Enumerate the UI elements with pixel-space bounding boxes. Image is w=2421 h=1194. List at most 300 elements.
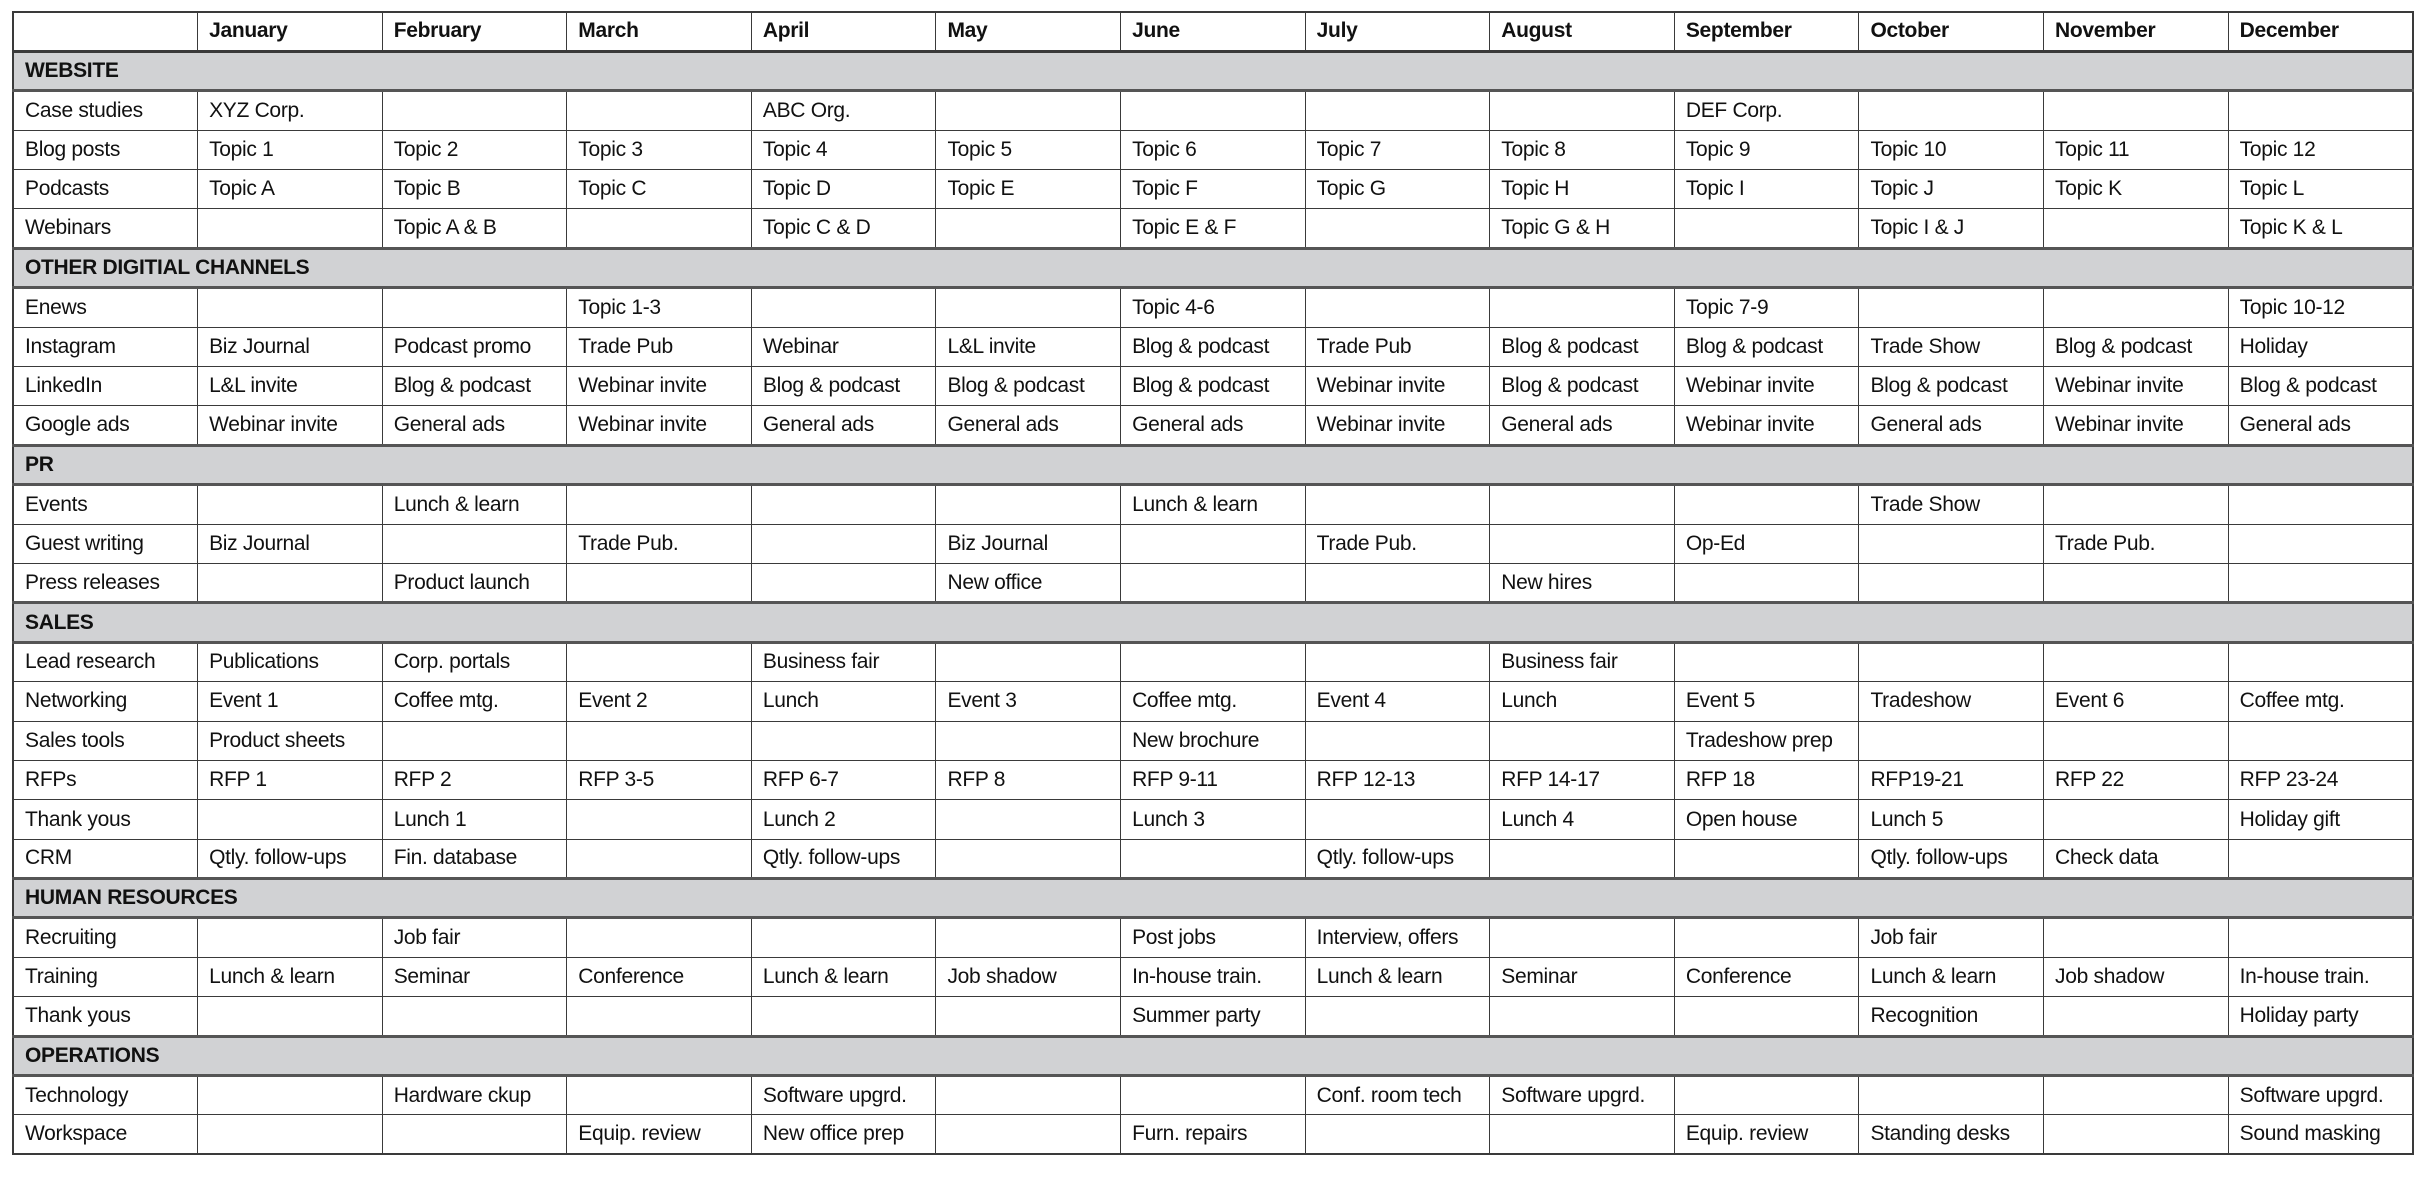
calendar-cell[interactable]: Business fair <box>1490 642 1675 681</box>
calendar-cell[interactable]: Trade Pub <box>1305 327 1490 366</box>
calendar-cell[interactable]: Lunch 2 <box>751 800 936 839</box>
calendar-cell[interactable]: Webinar invite <box>567 406 752 445</box>
calendar-cell[interactable]: Interview, offers <box>1305 918 1490 957</box>
calendar-cell[interactable]: Holiday <box>2228 327 2413 366</box>
table-row <box>13 130 2413 169</box>
calendar-cell[interactable] <box>198 997 383 1036</box>
section-row <box>13 879 2413 918</box>
calendar-cell[interactable] <box>2228 839 2413 878</box>
calendar-cell[interactable] <box>2044 642 2229 681</box>
calendar-cell[interactable]: Blog & podcast <box>1490 367 1675 406</box>
calendar-cell[interactable]: Event 3 <box>936 682 1121 721</box>
row-label: Networking <box>13 682 198 721</box>
calendar-cell[interactable] <box>1490 839 1675 878</box>
header-row <box>13 12 2413 51</box>
calendar-cell[interactable] <box>936 1115 1121 1154</box>
calendar-cell[interactable] <box>1859 563 2044 602</box>
calendar-cell[interactable]: Webinar invite <box>198 406 383 445</box>
calendar-cell[interactable] <box>1305 997 1490 1036</box>
calendar-cell[interactable] <box>2044 721 2229 760</box>
calendar-cell[interactable]: Summer party <box>1121 997 1306 1036</box>
calendar-cell[interactable]: Software upgrd. <box>2228 1076 2413 1115</box>
calendar-cell[interactable]: Tradeshow <box>1859 682 2044 721</box>
calendar-cell[interactable]: RFP 8 <box>936 760 1121 799</box>
calendar-cell[interactable]: Topic E & F <box>1121 209 1306 248</box>
calendar-cell[interactable]: Topic 12 <box>2228 130 2413 169</box>
calendar-cell[interactable]: General ads <box>1859 406 2044 445</box>
calendar-cell[interactable] <box>198 563 383 602</box>
calendar-cell[interactable]: Topic F <box>1121 170 1306 209</box>
calendar-cell[interactable] <box>1305 642 1490 681</box>
calendar-cell[interactable]: Product sheets <box>198 721 383 760</box>
calendar-cell[interactable]: Software upgrd. <box>751 1076 936 1115</box>
calendar-cell[interactable]: Product launch <box>382 563 567 602</box>
calendar-cell[interactable] <box>936 721 1121 760</box>
calendar-cell[interactable] <box>936 918 1121 957</box>
calendar-cell[interactable]: Topic 8 <box>1490 130 1675 169</box>
calendar-cell[interactable] <box>2044 209 2229 248</box>
calendar-cell[interactable] <box>2228 918 2413 957</box>
calendar-cell[interactable]: Topic 1 <box>198 130 383 169</box>
calendar-cell[interactable]: Topic 1-3 <box>567 288 752 327</box>
calendar-cell[interactable] <box>567 485 752 524</box>
calendar-cell[interactable]: Blog & podcast <box>1121 367 1306 406</box>
calendar-cell[interactable]: Seminar <box>1490 957 1675 996</box>
calendar-cell[interactable] <box>1305 800 1490 839</box>
calendar-cell[interactable]: New brochure <box>1121 721 1306 760</box>
calendar-cell[interactable]: Webinar invite <box>1305 406 1490 445</box>
calendar-cell[interactable]: RFP19-21 <box>1859 760 2044 799</box>
calendar-cell[interactable]: Topic 7 <box>1305 130 1490 169</box>
calendar-cell[interactable]: General ads <box>751 406 936 445</box>
calendar-cell[interactable]: RFP 3-5 <box>567 760 752 799</box>
calendar-cell[interactable]: In-house train. <box>2228 957 2413 996</box>
calendar-cell[interactable]: Qtly. follow-ups <box>751 839 936 878</box>
section-title: WEBSITE <box>13 51 2413 90</box>
calendar-cell[interactable]: Topic 10 <box>1859 130 2044 169</box>
calendar-cell[interactable] <box>1674 839 1859 878</box>
calendar-cell[interactable]: Topic 9 <box>1674 130 1859 169</box>
calendar-cell[interactable] <box>382 288 567 327</box>
calendar-cell[interactable]: Trade Pub <box>567 327 752 366</box>
calendar-cell[interactable] <box>1490 997 1675 1036</box>
calendar-cell[interactable] <box>1674 997 1859 1036</box>
calendar-cell[interactable]: Lunch 4 <box>1490 800 1675 839</box>
calendar-cell[interactable] <box>2228 642 2413 681</box>
section-row <box>13 445 2413 484</box>
calendar-cell[interactable]: Event 6 <box>2044 682 2229 721</box>
calendar-cell[interactable] <box>198 485 383 524</box>
calendar-cell[interactable]: Conf. room tech <box>1305 1076 1490 1115</box>
calendar-cell[interactable] <box>1859 524 2044 563</box>
calendar-cell[interactable]: DEF Corp. <box>1674 91 1859 130</box>
calendar-cell[interactable]: Topic K & L <box>2228 209 2413 248</box>
calendar-cell[interactable] <box>198 918 383 957</box>
calendar-cell[interactable] <box>382 721 567 760</box>
calendar-cell[interactable]: Blog & podcast <box>1674 327 1859 366</box>
calendar-cell[interactable] <box>2044 91 2229 130</box>
month-header-june: June <box>1121 12 1306 51</box>
calendar-cell[interactable]: Lunch & learn <box>751 957 936 996</box>
calendar-cell[interactable]: Lunch <box>751 682 936 721</box>
calendar-cell[interactable]: Topic 4-6 <box>1121 288 1306 327</box>
calendar-cell[interactable]: Fin. database <box>382 839 567 878</box>
calendar-cell[interactable] <box>1859 288 2044 327</box>
calendar-cell[interactable] <box>936 839 1121 878</box>
calendar-cell[interactable]: Podcast promo <box>382 327 567 366</box>
calendar-cell[interactable]: Trade Pub. <box>1305 524 1490 563</box>
table-row <box>13 682 2413 721</box>
calendar-cell[interactable]: Conference <box>1674 957 1859 996</box>
calendar-cell[interactable] <box>567 918 752 957</box>
calendar-cell[interactable]: Topic B <box>382 170 567 209</box>
calendar-cell[interactable] <box>1859 91 2044 130</box>
calendar-cell[interactable]: Job shadow <box>936 957 1121 996</box>
calendar-cell[interactable] <box>2044 563 2229 602</box>
calendar-cell[interactable]: Topic L <box>2228 170 2413 209</box>
calendar-cell[interactable] <box>1305 721 1490 760</box>
calendar-cell[interactable] <box>1674 563 1859 602</box>
calendar-cell[interactable]: Holiday party <box>2228 997 2413 1036</box>
calendar-cell[interactable] <box>2044 1076 2229 1115</box>
calendar-cell[interactable]: Topic A <box>198 170 383 209</box>
calendar-cell[interactable] <box>567 997 752 1036</box>
calendar-cell[interactable] <box>198 209 383 248</box>
calendar-cell[interactable] <box>1121 563 1306 602</box>
section-title: OTHER DIGITIAL CHANNELS <box>13 248 2413 287</box>
calendar-cell[interactable] <box>567 91 752 130</box>
calendar-cell[interactable]: RFP 22 <box>2044 760 2229 799</box>
calendar-cell[interactable] <box>2044 1115 2229 1154</box>
calendar-cell[interactable]: Equip. review <box>567 1115 752 1154</box>
table-row <box>13 1076 2413 1115</box>
calendar-cell[interactable] <box>936 642 1121 681</box>
month-header-january: January <box>198 12 383 51</box>
calendar-cell[interactable]: Event 1 <box>198 682 383 721</box>
calendar-cell[interactable]: Lunch 3 <box>1121 800 1306 839</box>
calendar-cell[interactable] <box>936 209 1121 248</box>
calendar-cell[interactable]: Coffee mtg. <box>1121 682 1306 721</box>
calendar-cell[interactable] <box>1490 1115 1675 1154</box>
row-label: Google ads <box>13 406 198 445</box>
calendar-cell[interactable] <box>567 721 752 760</box>
calendar-cell[interactable]: Blog & podcast <box>1121 327 1306 366</box>
calendar-cell[interactable] <box>1490 721 1675 760</box>
calendar-cell[interactable]: Topic I & J <box>1859 209 2044 248</box>
calendar-cell[interactable]: Webinar invite <box>1305 367 1490 406</box>
calendar-cell[interactable]: ABC Org. <box>751 91 936 130</box>
row-label: Blog posts <box>13 130 198 169</box>
calendar-cell[interactable]: Coffee mtg. <box>2228 682 2413 721</box>
calendar-cell[interactable]: RFP 18 <box>1674 760 1859 799</box>
month-header-october: October <box>1859 12 2044 51</box>
calendar-cell[interactable]: Topic E <box>936 170 1121 209</box>
calendar-cell[interactable]: RFP 6-7 <box>751 760 936 799</box>
calendar-cell[interactable]: L&L invite <box>936 327 1121 366</box>
calendar-cell[interactable] <box>382 524 567 563</box>
table-row <box>13 642 2413 681</box>
calendar-cell[interactable]: Equip. review <box>1674 1115 1859 1154</box>
calendar-cell[interactable]: L&L invite <box>198 367 383 406</box>
calendar-cell[interactable] <box>1490 91 1675 130</box>
calendar-cell[interactable] <box>567 839 752 878</box>
calendar-cell[interactable]: Check data <box>2044 839 2229 878</box>
calendar-cell[interactable]: General ads <box>1121 406 1306 445</box>
calendar-cell[interactable]: New hires <box>1490 563 1675 602</box>
calendar-cell[interactable] <box>936 288 1121 327</box>
calendar-cell[interactable] <box>2228 563 2413 602</box>
calendar-cell[interactable]: Event 4 <box>1305 682 1490 721</box>
calendar-cell[interactable]: Qtly. follow-ups <box>198 839 383 878</box>
calendar-cell[interactable]: Topic G & H <box>1490 209 1675 248</box>
calendar-cell[interactable] <box>198 288 383 327</box>
row-label: Enews <box>13 288 198 327</box>
calendar-cell[interactable] <box>1674 209 1859 248</box>
calendar-cell[interactable]: RFP 14-17 <box>1490 760 1675 799</box>
calendar-cell[interactable]: Lunch & learn <box>1859 957 2044 996</box>
calendar-cell[interactable] <box>1305 485 1490 524</box>
row-label: CRM <box>13 839 198 878</box>
calendar-cell[interactable] <box>751 563 936 602</box>
calendar-cell[interactable]: Topic J <box>1859 170 2044 209</box>
calendar-cell[interactable] <box>198 1115 383 1154</box>
calendar-cell[interactable]: Event 2 <box>567 682 752 721</box>
calendar-cell[interactable]: RFP 12-13 <box>1305 760 1490 799</box>
calendar-cell[interactable]: Topic A & B <box>382 209 567 248</box>
calendar-cell[interactable]: Biz Journal <box>198 327 383 366</box>
calendar-cell[interactable] <box>936 91 1121 130</box>
calendar-cell[interactable]: Op-Ed <box>1674 524 1859 563</box>
month-header-november: November <box>2044 12 2229 51</box>
calendar-cell[interactable]: RFP 9-11 <box>1121 760 1306 799</box>
calendar-cell[interactable] <box>1859 642 2044 681</box>
calendar-cell[interactable]: Lunch & learn <box>1121 485 1306 524</box>
calendar-cell[interactable]: Topic C & D <box>751 209 936 248</box>
calendar-cell[interactable] <box>1490 524 1675 563</box>
table-body <box>13 51 2413 1154</box>
calendar-cell[interactable]: Job shadow <box>2044 957 2229 996</box>
calendar-cell[interactable]: New office <box>936 563 1121 602</box>
calendar-cell[interactable]: Topic 10-12 <box>2228 288 2413 327</box>
calendar-cell[interactable] <box>1674 1076 1859 1115</box>
calendar-cell[interactable] <box>567 800 752 839</box>
calendar-cell[interactable]: Topic 3 <box>567 130 752 169</box>
calendar-cell[interactable] <box>382 91 567 130</box>
calendar-cell[interactable]: Business fair <box>751 642 936 681</box>
calendar-cell[interactable]: Webinar invite <box>2044 406 2229 445</box>
table-row <box>13 839 2413 878</box>
calendar-cell[interactable] <box>1859 721 2044 760</box>
calendar-cell[interactable]: Topic 4 <box>751 130 936 169</box>
calendar-cell[interactable]: Topic I <box>1674 170 1859 209</box>
calendar-cell[interactable]: Webinar <box>751 327 936 366</box>
calendar-cell[interactable]: RFP 23-24 <box>2228 760 2413 799</box>
section-row <box>13 1036 2413 1075</box>
calendar-cell[interactable] <box>1674 642 1859 681</box>
calendar-cell[interactable] <box>1305 563 1490 602</box>
calendar-cell[interactable]: Webinar invite <box>2044 367 2229 406</box>
section-title: HUMAN RESOURCES <box>13 879 2413 918</box>
calendar-cell[interactable]: Sound masking <box>2228 1115 2413 1154</box>
row-label: Sales tools <box>13 721 198 760</box>
calendar-cell[interactable] <box>198 800 383 839</box>
calendar-cell[interactable] <box>1121 642 1306 681</box>
calendar-cell[interactable]: Lunch & learn <box>382 485 567 524</box>
calendar-cell[interactable]: Lunch 1 <box>382 800 567 839</box>
row-label: Events <box>13 485 198 524</box>
calendar-cell[interactable] <box>1121 839 1306 878</box>
calendar-cell[interactable] <box>1490 918 1675 957</box>
calendar-cell[interactable] <box>751 721 936 760</box>
calendar-cell[interactable] <box>1305 1115 1490 1154</box>
calendar-cell[interactable]: Biz Journal <box>936 524 1121 563</box>
calendar-cell[interactable] <box>567 563 752 602</box>
calendar-cell[interactable] <box>2044 485 2229 524</box>
calendar-cell[interactable]: Topic H <box>1490 170 1675 209</box>
calendar-cell[interactable] <box>1305 91 1490 130</box>
calendar-cell[interactable]: Job fair <box>382 918 567 957</box>
calendar-cell[interactable]: In-house train. <box>1121 957 1306 996</box>
calendar-cell[interactable]: Post jobs <box>1121 918 1306 957</box>
calendar-cell[interactable]: Topic C <box>567 170 752 209</box>
calendar-cell[interactable]: Lunch & learn <box>198 957 383 996</box>
section-row <box>13 603 2413 642</box>
calendar-cell[interactable]: XYZ Corp. <box>198 91 383 130</box>
calendar-cell[interactable]: RFP 1 <box>198 760 383 799</box>
calendar-cell[interactable] <box>936 485 1121 524</box>
calendar-cell[interactable]: Lunch <box>1490 682 1675 721</box>
table-row <box>13 760 2413 799</box>
calendar-cell[interactable]: Topic 6 <box>1121 130 1306 169</box>
calendar-cell[interactable] <box>1121 524 1306 563</box>
calendar-cell[interactable]: Topic 2 <box>382 130 567 169</box>
calendar-cell[interactable]: Software upgrd. <box>1490 1076 1675 1115</box>
calendar-cell[interactable]: Publications <box>198 642 383 681</box>
calendar-cell[interactable]: General ads <box>2228 406 2413 445</box>
calendar-cell[interactable] <box>751 918 936 957</box>
calendar-cell[interactable]: Blog & podcast <box>1859 367 2044 406</box>
calendar-cell[interactable]: Webinar invite <box>1674 406 1859 445</box>
calendar-cell[interactable]: Blog & podcast <box>2228 367 2413 406</box>
calendar-cell[interactable] <box>2044 288 2229 327</box>
row-label: LinkedIn <box>13 367 198 406</box>
month-header-april: April <box>751 12 936 51</box>
calendar-cell[interactable] <box>2044 800 2229 839</box>
calendar-cell[interactable]: Webinar invite <box>1674 367 1859 406</box>
calendar-cell[interactable]: Webinar invite <box>567 367 752 406</box>
calendar-cell[interactable]: Corp. portals <box>382 642 567 681</box>
calendar-cell[interactable] <box>1305 288 1490 327</box>
calendar-cell[interactable]: Blog & podcast <box>1490 327 1675 366</box>
calendar-cell[interactable] <box>2228 721 2413 760</box>
calendar-cell[interactable] <box>567 209 752 248</box>
calendar-cell[interactable]: General ads <box>936 406 1121 445</box>
calendar-cell[interactable]: Blog & podcast <box>936 367 1121 406</box>
calendar-cell[interactable] <box>1305 209 1490 248</box>
calendar-cell[interactable]: General ads <box>1490 406 1675 445</box>
calendar-cell[interactable]: Trade Pub. <box>2044 524 2229 563</box>
table-row <box>13 800 2413 839</box>
table-row <box>13 957 2413 996</box>
calendar-cell[interactable] <box>1674 918 1859 957</box>
calendar-cell[interactable] <box>936 997 1121 1036</box>
calendar-cell[interactable]: Blog & podcast <box>382 367 567 406</box>
calendar-cell[interactable]: Event 5 <box>1674 682 1859 721</box>
calendar-cell[interactable]: Standing desks <box>1859 1115 2044 1154</box>
calendar-cell[interactable]: Topic 7-9 <box>1674 288 1859 327</box>
calendar-cell[interactable] <box>1859 1076 2044 1115</box>
calendar-cell[interactable] <box>2228 524 2413 563</box>
calendar-cell[interactable]: Tradeshow prep <box>1674 721 1859 760</box>
calendar-cell[interactable] <box>936 800 1121 839</box>
month-header-march: March <box>567 12 752 51</box>
calendar-cell[interactable]: Coffee mtg. <box>382 682 567 721</box>
calendar-cell[interactable] <box>567 642 752 681</box>
calendar-cell[interactable]: Trade Show <box>1859 327 2044 366</box>
calendar-cell[interactable]: Lunch & learn <box>1305 957 1490 996</box>
calendar-cell[interactable]: Lunch 5 <box>1859 800 2044 839</box>
calendar-cell[interactable]: Blog & podcast <box>751 367 936 406</box>
calendar-cell[interactable] <box>1121 1076 1306 1115</box>
calendar-cell[interactable]: Job fair <box>1859 918 2044 957</box>
calendar-cell[interactable] <box>382 997 567 1036</box>
calendar-cell[interactable] <box>936 1076 1121 1115</box>
calendar-cell[interactable] <box>198 1076 383 1115</box>
row-label: RFPs <box>13 760 198 799</box>
calendar-cell[interactable]: Qtly. follow-ups <box>1859 839 2044 878</box>
calendar-cell[interactable] <box>382 1115 567 1154</box>
calendar-cell[interactable] <box>2228 485 2413 524</box>
row-label: Guest writing <box>13 524 198 563</box>
calendar-cell[interactable]: General ads <box>382 406 567 445</box>
calendar-cell[interactable] <box>751 997 936 1036</box>
calendar-cell[interactable]: Trade Pub. <box>567 524 752 563</box>
header-corner-cell <box>13 12 198 51</box>
calendar-cell[interactable] <box>1674 485 1859 524</box>
calendar-cell[interactable]: Topic G <box>1305 170 1490 209</box>
calendar-cell[interactable] <box>751 524 936 563</box>
calendar-cell[interactable] <box>2228 91 2413 130</box>
calendar-cell[interactable] <box>2044 997 2229 1036</box>
calendar-cell[interactable]: RFP 2 <box>382 760 567 799</box>
calendar-cell[interactable]: Holiday gift <box>2228 800 2413 839</box>
calendar-cell[interactable]: Topic K <box>2044 170 2229 209</box>
calendar-cell[interactable] <box>751 485 936 524</box>
calendar-cell[interactable]: Conference <box>567 957 752 996</box>
calendar-cell[interactable]: Topic 11 <box>2044 130 2229 169</box>
calendar-cell[interactable] <box>2044 918 2229 957</box>
calendar-cell[interactable]: Open house <box>1674 800 1859 839</box>
calendar-cell[interactable]: Qtly. follow-ups <box>1305 839 1490 878</box>
table-row <box>13 997 2413 1036</box>
calendar-cell[interactable] <box>567 1076 752 1115</box>
calendar-cell[interactable] <box>751 288 936 327</box>
calendar-cell[interactable]: Topic D <box>751 170 936 209</box>
calendar-cell[interactable]: Blog & podcast <box>2044 327 2229 366</box>
calendar-cell[interactable]: Seminar <box>382 957 567 996</box>
table-row <box>13 1115 2413 1154</box>
calendar-cell[interactable]: Topic 5 <box>936 130 1121 169</box>
calendar-cell[interactable]: New office prep <box>751 1115 936 1154</box>
calendar-cell[interactable] <box>1121 91 1306 130</box>
calendar-cell[interactable]: Hardware ckup <box>382 1076 567 1115</box>
calendar-cell[interactable]: Furn. repairs <box>1121 1115 1306 1154</box>
calendar-cell[interactable] <box>1490 288 1675 327</box>
calendar-cell[interactable]: Biz Journal <box>198 524 383 563</box>
calendar-cell[interactable] <box>1490 485 1675 524</box>
calendar-cell[interactable]: Trade Show <box>1859 485 2044 524</box>
calendar-cell[interactable]: Recognition <box>1859 997 2044 1036</box>
